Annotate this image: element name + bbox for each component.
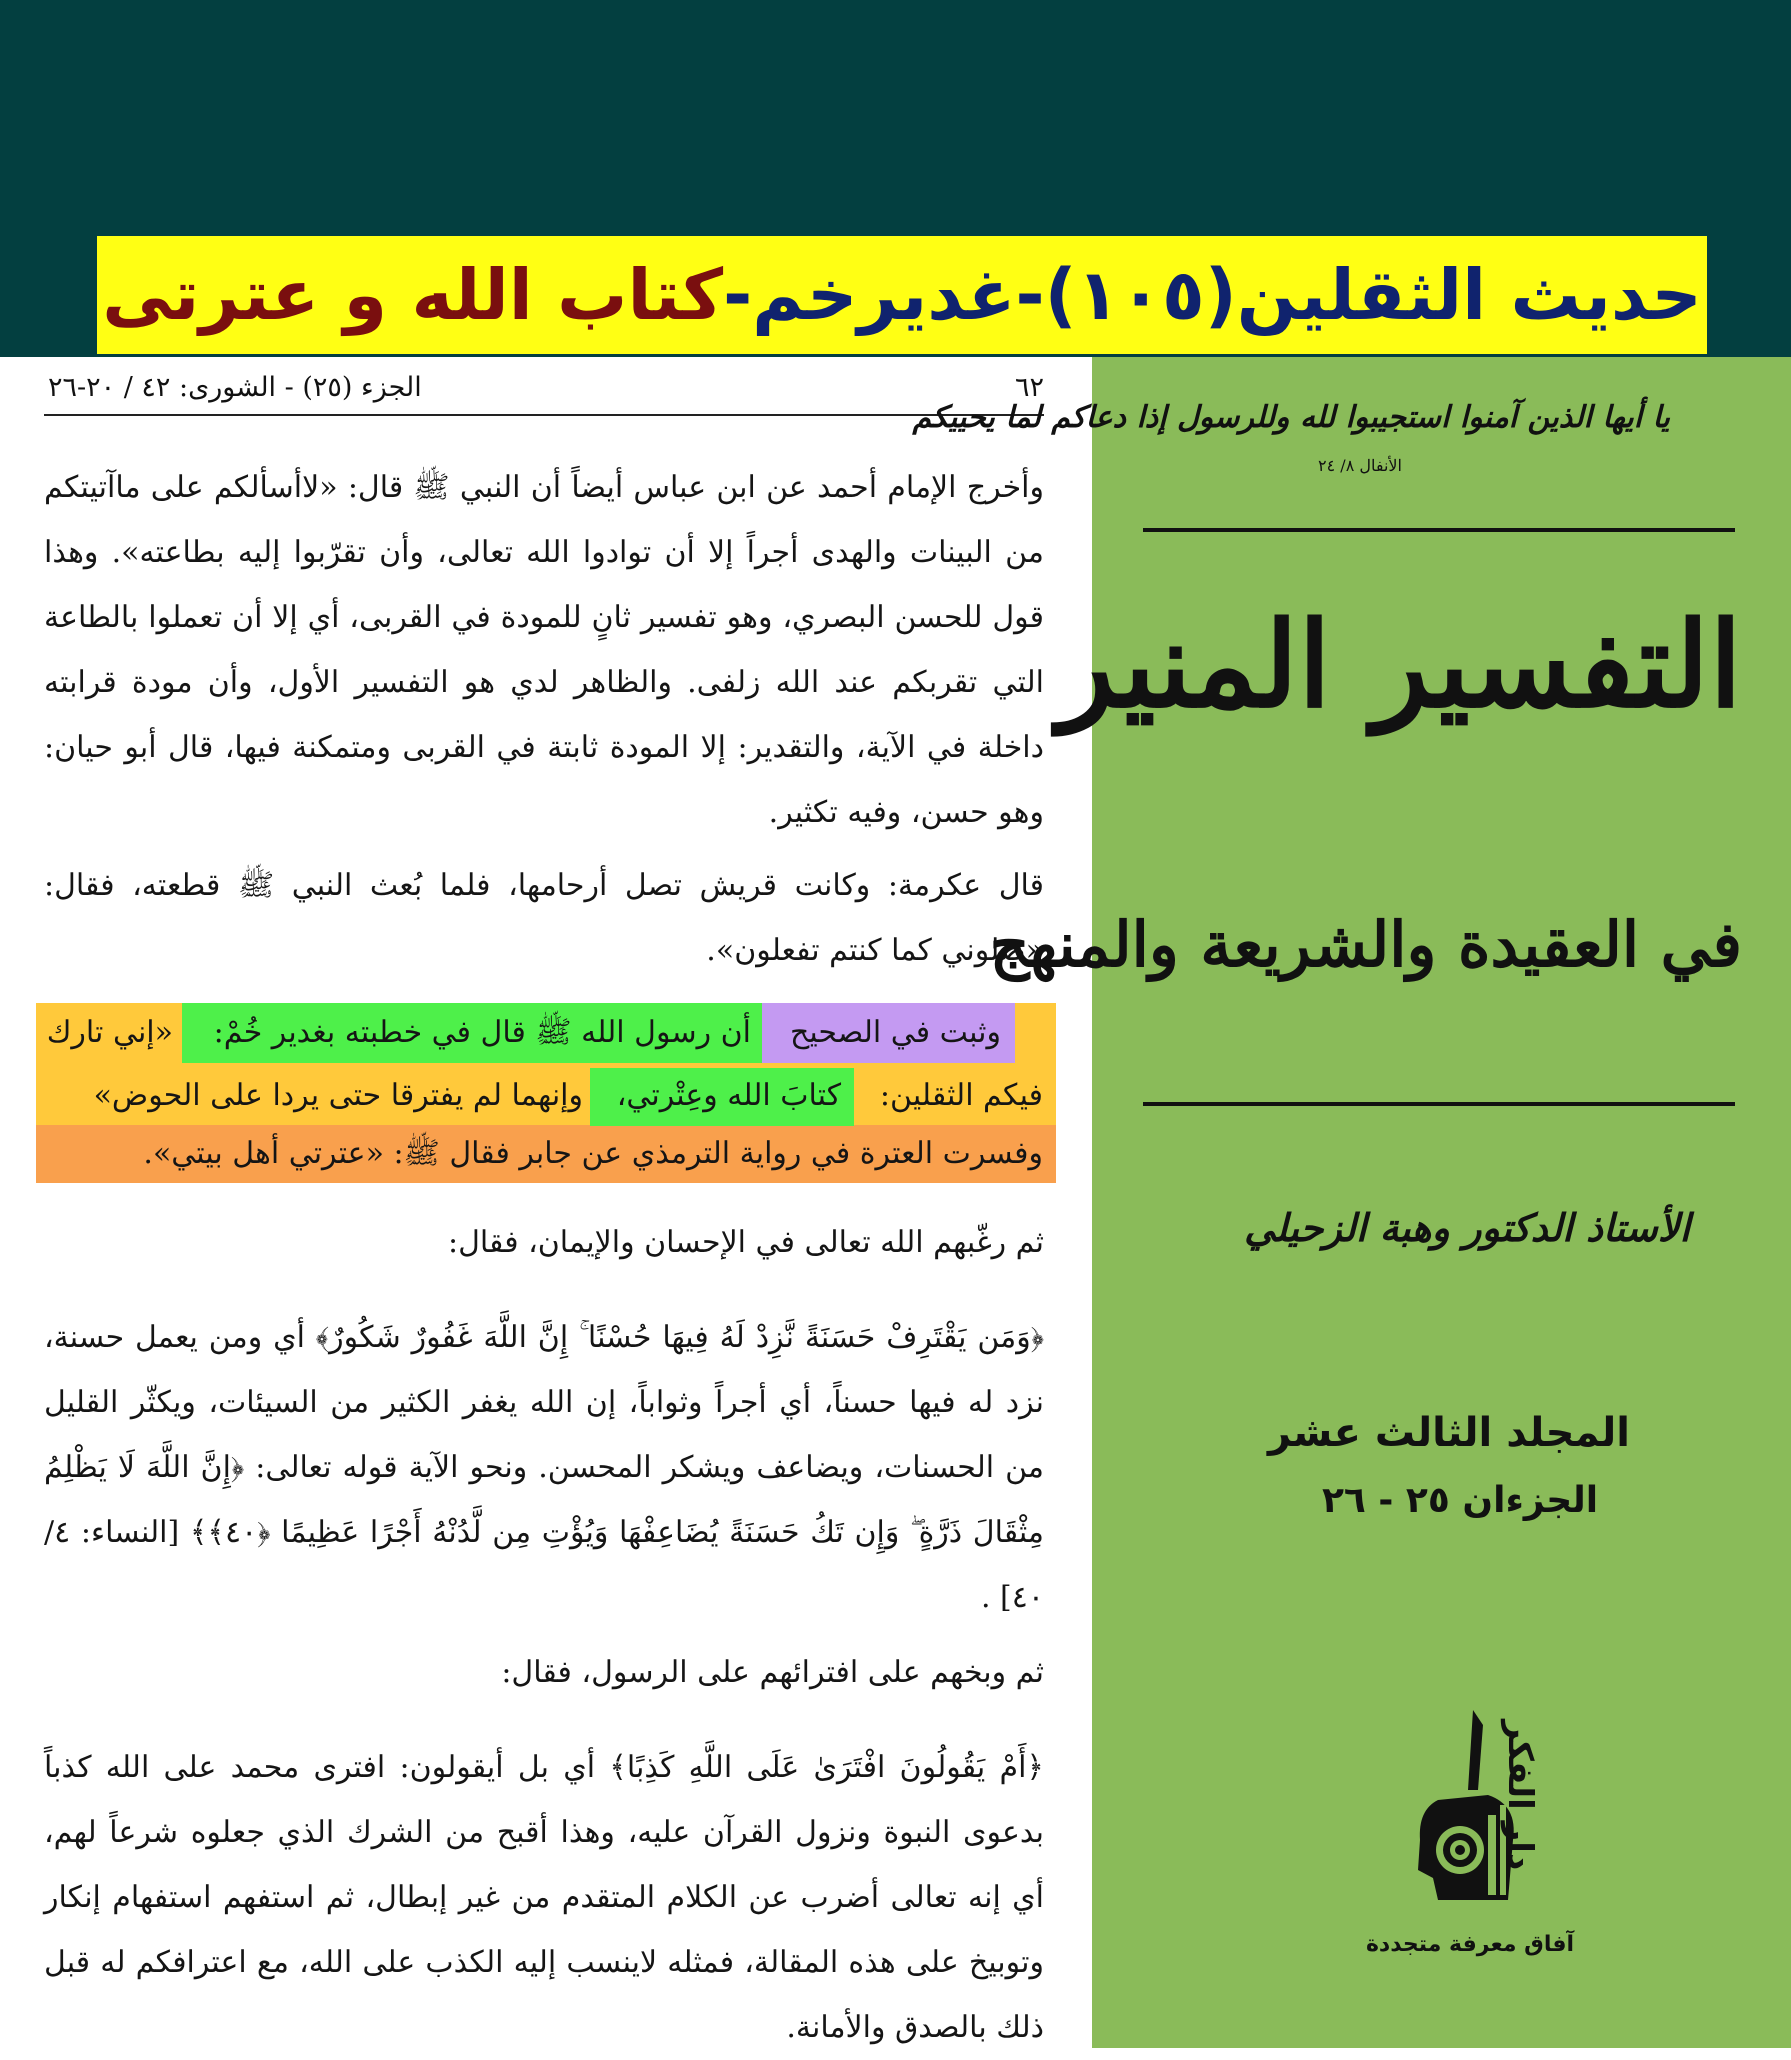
highlight-text-2b: كتابَ الله وعِتْرتي، bbox=[616, 1078, 841, 1113]
cover-book-title: التفسير المنير bbox=[1057, 595, 1742, 734]
paragraph-5: ثم وبخهم على افترائهم على الرسول، فقال: bbox=[501, 1655, 1044, 1690]
cover-rule-bottom bbox=[1143, 1102, 1735, 1106]
highlight-text-2a: فيكم الثقلين: bbox=[879, 1078, 1043, 1113]
paragraph-2: قال عكرمة: وكانت قريش تصل أرحامها، فلما بُعث النبي ﷺ قطعته، فقال: «صلوني كما كنتم تفعلون». bbox=[44, 868, 1044, 968]
cover-verse-ref: الأنفال ٨/ ٢٤ bbox=[1318, 456, 1402, 475]
highlight-text-1c: «إني تارك bbox=[46, 1015, 173, 1050]
page-number: ٦٢ bbox=[1014, 372, 1044, 403]
header-divider bbox=[44, 414, 1044, 416]
highlight-text-1b: أن رسول الله ﷺ قال في خطبته بغدير خُمْ: bbox=[213, 1015, 751, 1050]
cover-volume: المجلد الثالث عشر bbox=[1267, 1410, 1630, 1456]
paragraph-6: ﴿أَمْ يَقُولُونَ افْتَرَىٰ عَلَى اللَّهِ كَذِبًا﴾ أي بل أيقولون: افترى محمد على الله كذباً بدعوى النبوة ونزول القرآن عليه، وهذا أقبح من الشرك الذي جعلوه شرعاً لهم، أي إنه تعالى أضرب عن الكلام المتقدم من غير إبطال، ثم استفهم استفهام إنكار وتوبيخ على هذه المقالة، فمثله لاينسب إليه الكذب على الله، مع اعترافكم له قبل ذلك بالصدق والأمانة. bbox=[44, 1750, 1044, 2045]
paragraph-1: وأخرج الإمام أحمد عن ابن عباس أيضاً أن النبي ﷺ قال: «لاأسألكم على ماآتيتكم من البينات والهدى أجراً إلا أن توادوا الله تعالى، وأن تقرّبوا إليه بطاعته». وهذا قول للحسن البصري، وهو تفسير ثانٍ للمودة في القربى، أي إلا أن تعملوا بالطاعة التي تقربكم عند الله زلفى. والظاهر لدي هو التفسير الأول، وأن مودة قرابته داخلة في الآية، والتقدير: إلا المودة ثابتة في القربى ومتمكنة فيها، قال أبو حيان: وهو حسن، وفيه تكثير. bbox=[44, 470, 1045, 830]
cover-author: الأستاذ الدكتور وهبة الزحيلي bbox=[1244, 1205, 1690, 1250]
cover-subtitle: في العقيدة والشريعة والمنهج bbox=[989, 908, 1742, 981]
highlight-text-3: وفسرت العترة في رواية الترمذي عن جابر فقال ﷺ: «عترتي أهل بيتي». bbox=[143, 1136, 1043, 1171]
cover-publisher-tagline: آفاق معرفة متجددة bbox=[1365, 1932, 1575, 1957]
highlight-text-2c: وإنهما لم يفترقا حتى يردا على الحوض» bbox=[93, 1078, 583, 1113]
cover-rule-top bbox=[1143, 528, 1735, 532]
cover-parts: الجزءان ٢٥ - ٢٦ bbox=[1321, 1480, 1599, 1521]
cover-publisher: دار الفكر bbox=[1500, 1720, 1540, 1871]
running-header bbox=[48, 372, 1044, 412]
paragraph-3: ثم رغّبهم الله تعالى في الإحسان والإيمان، فقال: bbox=[447, 1225, 1044, 1260]
section-reference: الجزء (٢٥) - الشورى: ٤٢ / ٢٠-٢٦ bbox=[48, 372, 422, 403]
cover-verse: يا أيها الذين آمنوا استجيبوا لله وللرسول إذا دعاكم لما يحييكم bbox=[912, 400, 1670, 435]
highlight-text-1a: وثبت في الصحيح bbox=[789, 1015, 1001, 1050]
title-banner bbox=[97, 236, 1707, 354]
title-part2: كتاب الله و عترتى bbox=[102, 254, 724, 336]
paragraph-4: ﴿وَمَن يَقْتَرِفْ حَسَنَةً نَّزِدْ لَهُ فِيهَا حُسْنًا ۚ إِنَّ اللَّهَ غَفُورٌ شَكُورٌ﴾ أي ومن يعمل حسنة، نزد له فيها حسناً، أي أجراً وثواباً، إن الله يغفر الكثير من السيئات، ويكثّر القليل من الحسنات، ويضاعف ويشكر المحسن. ونحو الآية قوله تعالى: ﴿إِنَّ اللَّهَ لَا يَظْلِمُ مِثْقَالَ ذَرَّةٍ ۖ وَإِن تَكُ حَسَنَةً يُضَاعِفْهَا وَيُؤْتِ مِن لَّدُنْهُ أَجْرًا عَظِيمًا ﴿٤٠﴾﴾ [النساء: ٤/ ٤٠] . bbox=[44, 1320, 1045, 1615]
title-part1: حديث الثقلين(١٠٥)-غديرخم- bbox=[723, 254, 1702, 336]
